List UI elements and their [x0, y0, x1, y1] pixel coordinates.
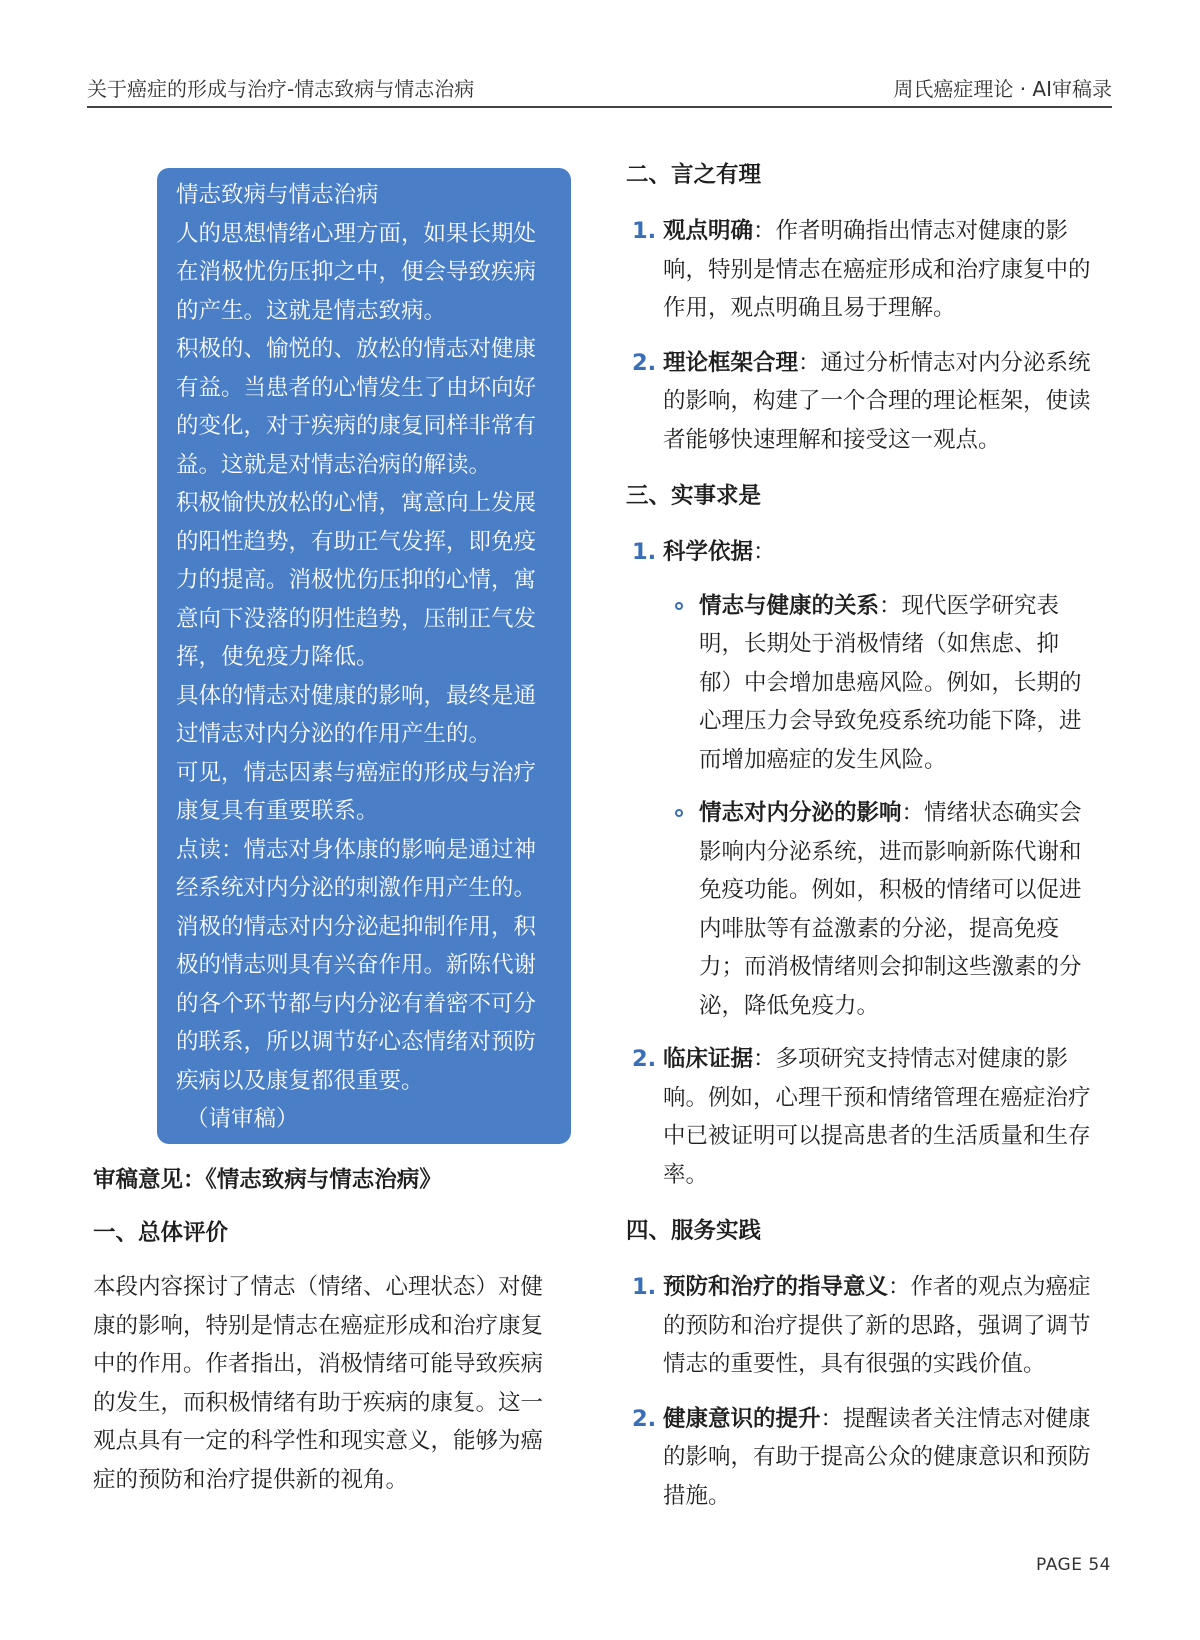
quote-line: 有益。当患者的心情发生了由坏向好	[176, 374, 537, 401]
item-line: 情志的重要性，具有很强的实践价值。	[663, 1351, 1046, 1377]
paragraph-line: 的发生，而积极情绪有助于疾病的康复。这一	[93, 1389, 544, 1416]
page-number: PAGE 54	[1036, 1555, 1111, 1575]
header-left-title: 关于癌症的形成与治疗-情志致病与情志治病	[87, 77, 475, 101]
sub-item-line: 力；而消极情绪则会抑制这些激素的分	[699, 954, 1082, 980]
item-text: ：作者明确指出情志对健康的影	[753, 218, 1069, 244]
sub-item-line: 郁）中会增加患癌风险。例如，长期的	[699, 669, 1082, 696]
quote-line: （请审稿）	[186, 1106, 299, 1132]
sub-item-text: ：情绪状态确实会	[901, 800, 1082, 826]
quote-line: 具体的情志对健康的影响，最终是通	[176, 682, 537, 709]
quote-line: 的联系，所以调节好心态情绪对预防	[176, 1029, 537, 1055]
quote-line: 力的提高。消极忧伤压抑的心情，寓	[176, 567, 537, 593]
sub-item-first-line	[699, 587, 1112, 626]
sub-list-item	[626, 587, 1112, 780]
quote-line: 意向下没落的阴性趋势，压制正气发	[176, 605, 537, 632]
list-number: 1.	[632, 218, 657, 244]
list-number: 2.	[632, 349, 657, 376]
item-line: 的影响，构建了一个合理的理论框架，使读	[663, 388, 1091, 414]
item-line: 的预防和治疗提供了新的思路，强调了调节	[663, 1312, 1091, 1339]
section-heading-overall: 一、总体评价	[93, 1220, 229, 1246]
quote-line: 可见，情志因素与癌症的形成与治疗	[176, 759, 537, 786]
sub-item-line: 明，长期处于消极情绪（如焦虑、抑	[699, 631, 1060, 657]
item-term: 健康意识的提升	[663, 1405, 821, 1432]
list-item	[626, 533, 1112, 572]
item-first-line	[663, 1040, 1112, 1079]
item-text: ：通过分析情志对内分泌系统	[798, 349, 1091, 376]
list-item	[626, 1268, 1112, 1384]
quote-line: 极的情志则具有兴奋作用。新陈代谢	[176, 952, 537, 978]
item-first-line	[663, 344, 1112, 383]
list-number: 1.	[632, 539, 657, 565]
item-term: 科学依据	[663, 539, 754, 565]
review-title: 审稿意见：《情志致病与情志治病》	[93, 1167, 442, 1193]
overall-paragraph	[93, 1268, 563, 1499]
quote-line: 过情志对内分泌的作用产生的。	[176, 721, 492, 747]
item-first-line	[663, 533, 1112, 572]
quote-line: 积极的、愉悦的、放松的情志对健康	[176, 336, 537, 362]
item-line: 作用，观点明确且易于理解。	[663, 295, 956, 321]
paragraph-line: 症的预防和治疗提供新的视角。	[93, 1466, 409, 1493]
item-term: 理论框架合理	[663, 349, 799, 376]
item-term: 预防和治疗的指导意义	[663, 1274, 889, 1300]
circle-bullet-icon	[675, 602, 683, 610]
list-item	[626, 344, 1112, 460]
paragraph-line: 本段内容探讨了情志（情绪、心理状态）对健	[93, 1274, 544, 1300]
item-line: 中已被证明可以提高患者的生活质量和生存	[663, 1123, 1091, 1149]
quote-line: 的变化，对于疾病的康复同样非常有	[176, 413, 537, 439]
quote-line: 挥，使免疫力降低。	[176, 644, 379, 670]
quote-line: 积极愉快放松的心情，寓意向上发展	[176, 490, 537, 516]
item-line: 响，特别是情志在癌症形成和治疗康复中的	[663, 256, 1091, 283]
left-column	[93, 1165, 563, 1499]
list-item	[626, 1040, 1112, 1194]
sub-item-line: 内啡肽等有益激素的分泌，提高免疫	[699, 915, 1060, 942]
item-text: ：提醒读者关注情志对健康	[820, 1405, 1091, 1432]
sub-item-term: 情志与健康的关系	[699, 592, 880, 619]
item-line: 的影响，有助于提高公众的健康意识和预防	[663, 1444, 1091, 1470]
quote-line: 的阳性趋势，有助正气发挥，即免疫	[176, 528, 537, 555]
quote-line: 情志致病与情志治病	[176, 182, 379, 208]
quote-line: 点读：情志对身体康的影响是通过神	[176, 836, 537, 863]
sub-item-line: 影响内分泌系统，进而影响新陈代谢和	[699, 838, 1082, 865]
item-text: ：作者的观点为癌症	[888, 1274, 1091, 1300]
quote-line: 的产生。这就是情志致病。	[176, 297, 447, 324]
header-right-title: 周氏癌症理论 · AI审稿录	[893, 77, 1112, 101]
paragraph-line: 观点具有一定的科学性和现实意义，能够为癌	[93, 1428, 544, 1454]
quote-line: 经系统对内分泌的刺激作用产生的。	[176, 875, 537, 901]
sub-item-text: ：现代医学研究表	[879, 592, 1060, 619]
section-heading-reasonable: 二、言之有理	[626, 162, 762, 188]
item-first-line	[663, 1268, 1112, 1307]
sub-item-line: 免疫功能。例如，积极的情绪可以促进	[699, 877, 1082, 903]
item-line: 率。	[663, 1161, 709, 1188]
quote-box	[157, 168, 571, 1144]
item-term: 观点明确	[663, 218, 754, 244]
sub-item-first-line	[699, 794, 1112, 833]
list-item	[626, 212, 1112, 328]
sub-item-term: 情志对内分泌的影响	[699, 800, 902, 826]
section-heading-practice: 四、服务实践	[626, 1218, 762, 1244]
list-item	[626, 1400, 1112, 1516]
quote-line: 康复具有重要联系。	[176, 798, 379, 824]
sub-list-item	[626, 794, 1112, 1025]
section-heading-factual: 三、实事求是	[626, 483, 762, 509]
quote-line: 消极的情志对内分泌起抑制作用，积	[176, 913, 537, 940]
circle-bullet-icon	[675, 809, 683, 817]
quote-line: 在消极忧伤压抑之中，便会导致疾病	[176, 259, 537, 285]
item-line: 响。例如，心理干预和情绪管理在癌症治疗	[663, 1084, 1091, 1111]
list-number: 2.	[632, 1405, 657, 1432]
page-header	[87, 70, 1112, 108]
quote-line: 的各个环节都与内分泌有着密不可分	[176, 990, 537, 1017]
right-column	[626, 160, 1112, 1515]
sub-item-line: 泌，降低免疫力。	[699, 992, 880, 1019]
sub-item-line: 而增加癌症的发生风险。	[699, 746, 947, 773]
sub-item-line: 心理压力会导致免疫系统功能下降，进	[699, 708, 1082, 734]
list-number: 2.	[632, 1046, 657, 1072]
paragraph-line: 中的作用。作者指出，消极情绪可能导致疾病	[93, 1351, 544, 1377]
item-text: ：	[753, 539, 776, 565]
item-term: 临床证据	[663, 1046, 754, 1072]
paragraph-line: 康的影响，特别是情志在癌症形成和治疗康复	[93, 1312, 544, 1339]
item-text: ：多项研究支持情志对健康的影	[753, 1046, 1069, 1072]
item-first-line	[663, 1400, 1112, 1439]
quote-line: 人的思想情绪心理方面，如果长期处	[176, 220, 537, 247]
quote-line: 疾病以及康复都很重要。	[176, 1067, 424, 1094]
item-first-line	[663, 212, 1112, 251]
list-number: 1.	[632, 1274, 657, 1300]
item-line: 措施。	[663, 1482, 731, 1509]
quote-line: 益。这就是对情志治病的解读。	[176, 451, 492, 478]
item-line: 者能够快速理解和接受这一观点。	[663, 426, 1001, 453]
